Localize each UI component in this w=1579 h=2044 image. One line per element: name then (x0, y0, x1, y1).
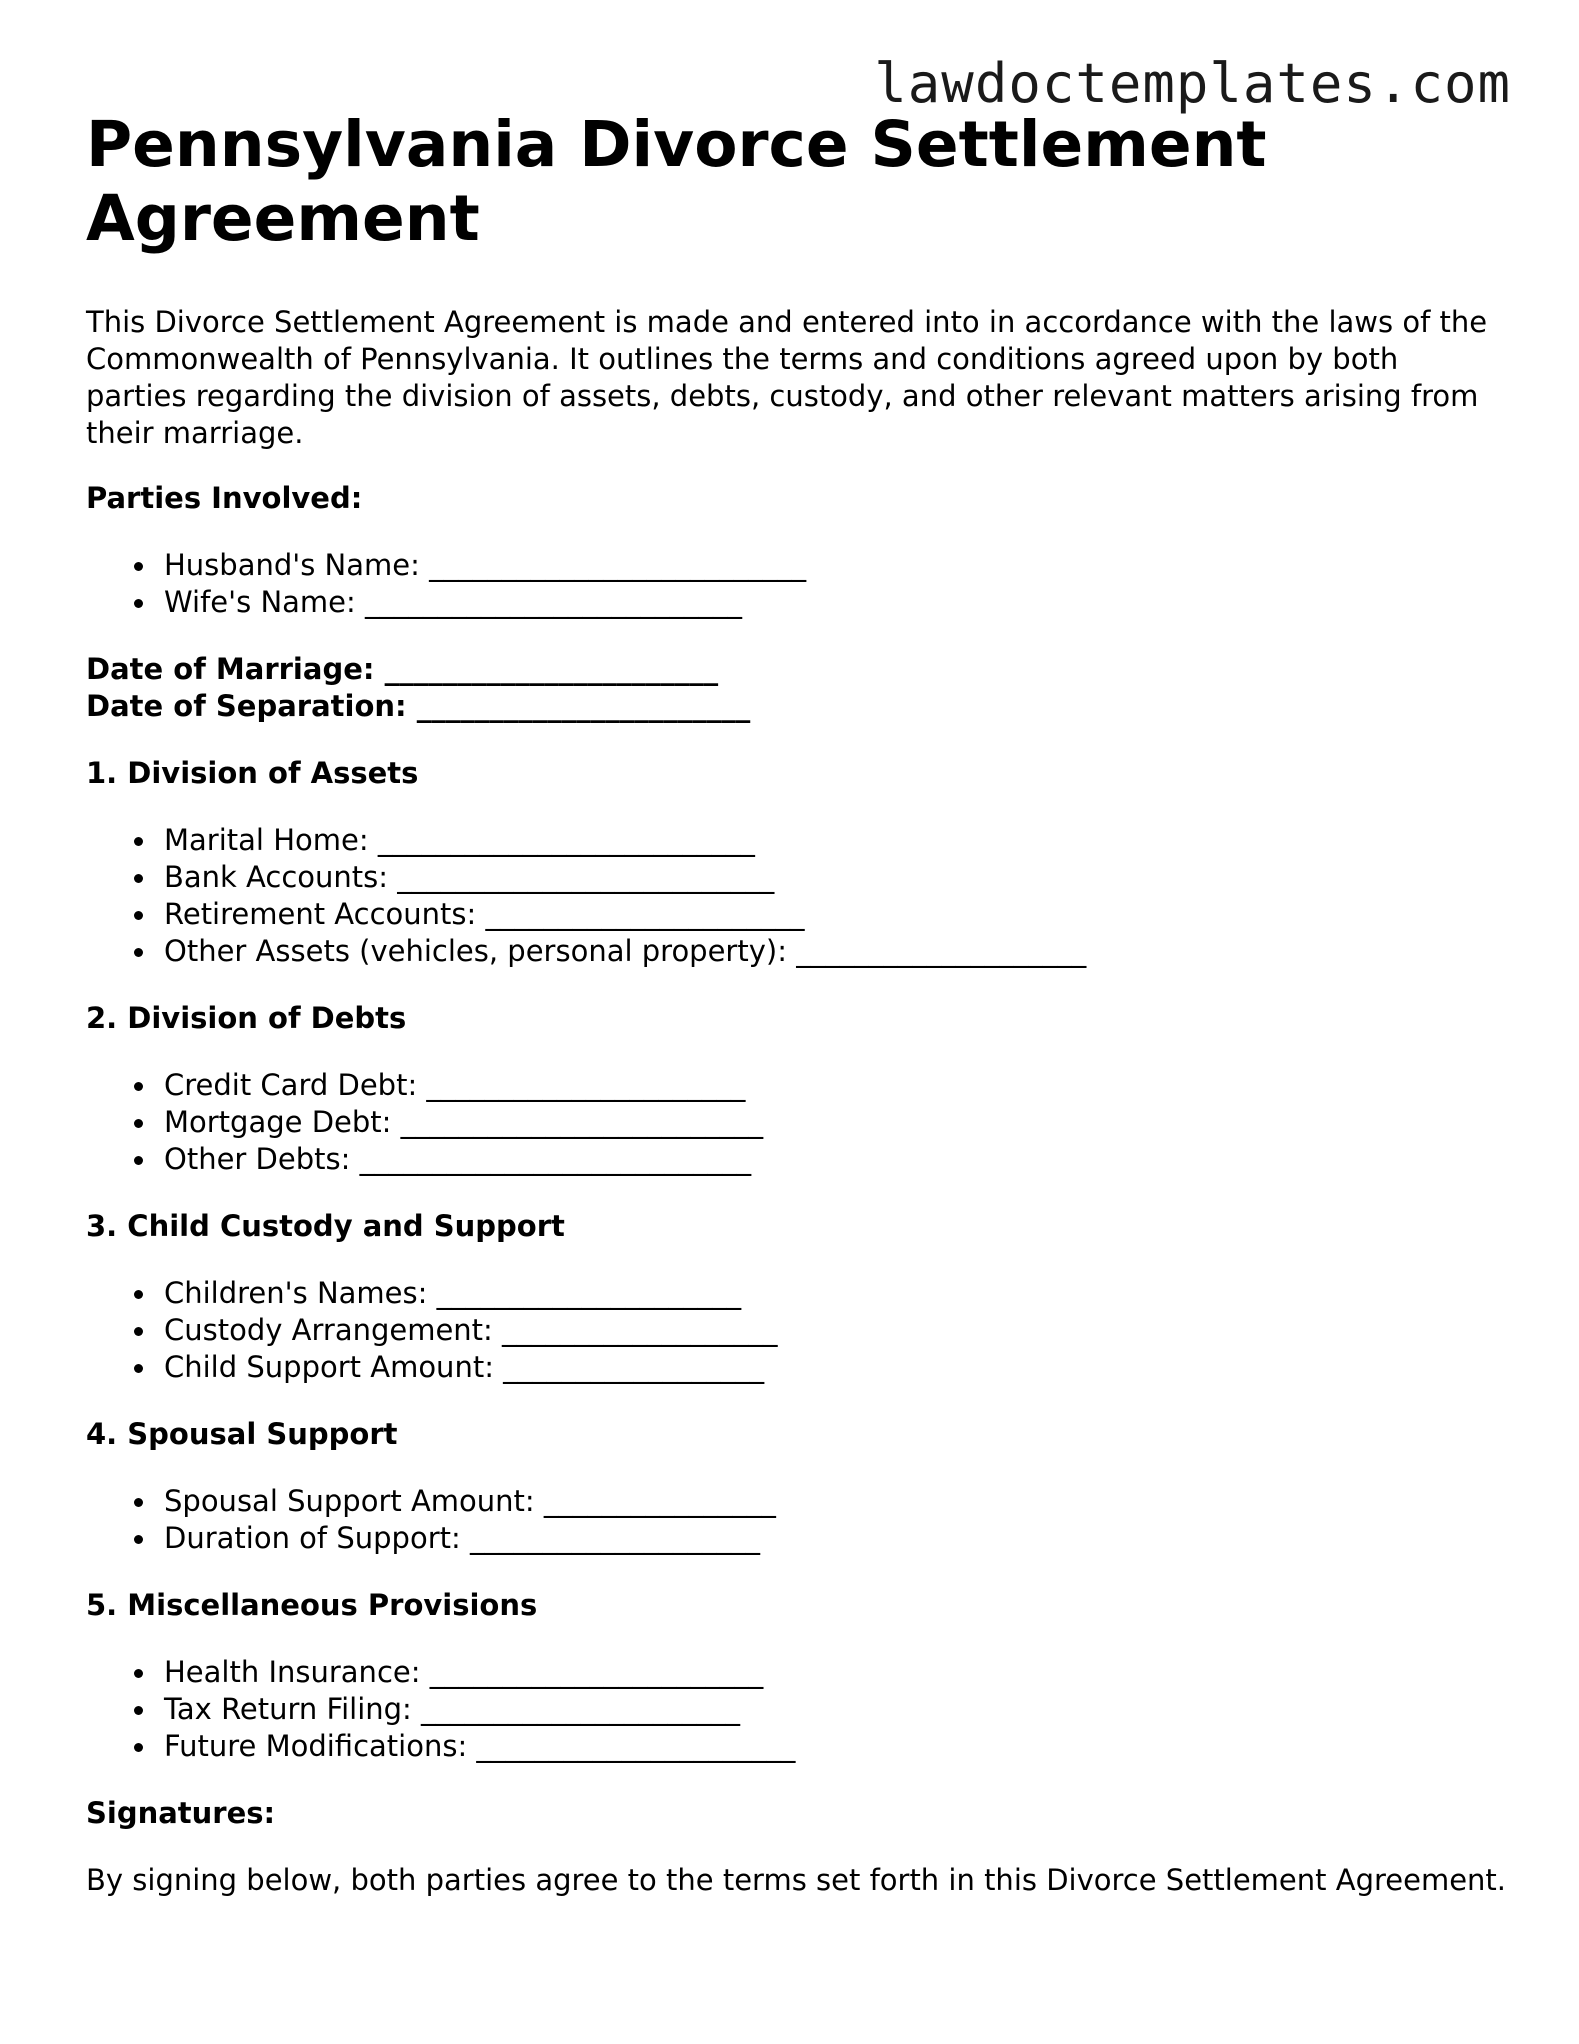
list-item-wife-name: Wife's Name: __________________________ (164, 584, 1506, 621)
misc-list (86, 1654, 1506, 1765)
list-item: Future Modifications: ______________________ (164, 1728, 1506, 1765)
signatures-text: By signing below, both parties agree to the terms set forth in this Divorce Settlement Agreement. (86, 1863, 1507, 1897)
custody-list (86, 1275, 1506, 1386)
list-item: Child Support Amount: __________________ (164, 1349, 1506, 1386)
list-item-husband-name: Husband's Name: __________________________ (164, 547, 1506, 584)
list-item: Other Assets (vehicles, personal property): ____________________ (164, 933, 1506, 970)
section-heading-misc: 5. Miscellaneous Provisions (86, 1588, 538, 1622)
list-item: Tax Return Filing: ______________________ (164, 1691, 1506, 1728)
section-heading-custody: 3. Child Custody and Support (86, 1209, 565, 1243)
list-item: Children's Names: _____________________ (164, 1275, 1506, 1312)
dates-block (86, 651, 1506, 725)
list-item: Spousal Support Amount: ________________ (164, 1483, 1506, 1520)
assets-list (86, 822, 1506, 970)
spousal-support-list (86, 1483, 1506, 1557)
document-title: Pennsylvania Divorce Settlement Agreement (86, 108, 1267, 255)
list-item: Duration of Support: ____________________ (164, 1520, 1506, 1557)
section-heading-spousal-support: 4. Spousal Support (86, 1417, 398, 1451)
intro-paragraph: This Divorce Settlement Agreement is made and entered into in accordance with the laws of the Commonwealth of Pennsylvania. It outlines the terms and conditions agreed upon by both parties regarding the division of assets, debts, custody, and other relevant matters arising from their marriage. (86, 305, 1488, 450)
list-item: Bank Accounts: __________________________ (164, 859, 1506, 896)
section-heading-debts: 2. Division of Debts (86, 1001, 407, 1035)
site-watermark: lawdoctemplates.com (874, 52, 1511, 115)
list-item: Custody Arrangement: ___________________ (164, 1312, 1506, 1349)
signatures-heading: Signatures: (86, 1796, 276, 1830)
date-of-separation: Date of Separation: _______________________ (86, 689, 751, 723)
list-item: Other Debts: ___________________________ (164, 1141, 1506, 1178)
list-item: Retirement Accounts: ______________________ (164, 896, 1506, 933)
debts-list (86, 1067, 1506, 1178)
document-body (86, 108, 1506, 1899)
date-of-marriage: Date of Marriage: _______________________ (86, 652, 719, 686)
section-heading-assets: 1. Division of Assets (86, 756, 419, 790)
list-item: Credit Card Debt: ______________________ (164, 1067, 1506, 1104)
parties-heading: Parties Involved: (86, 481, 363, 515)
list-item: Health Insurance: _______________________ (164, 1654, 1506, 1691)
list-item: Mortgage Debt: _________________________ (164, 1104, 1506, 1141)
parties-list (86, 547, 1506, 621)
list-item: Marital Home: __________________________ (164, 822, 1506, 859)
